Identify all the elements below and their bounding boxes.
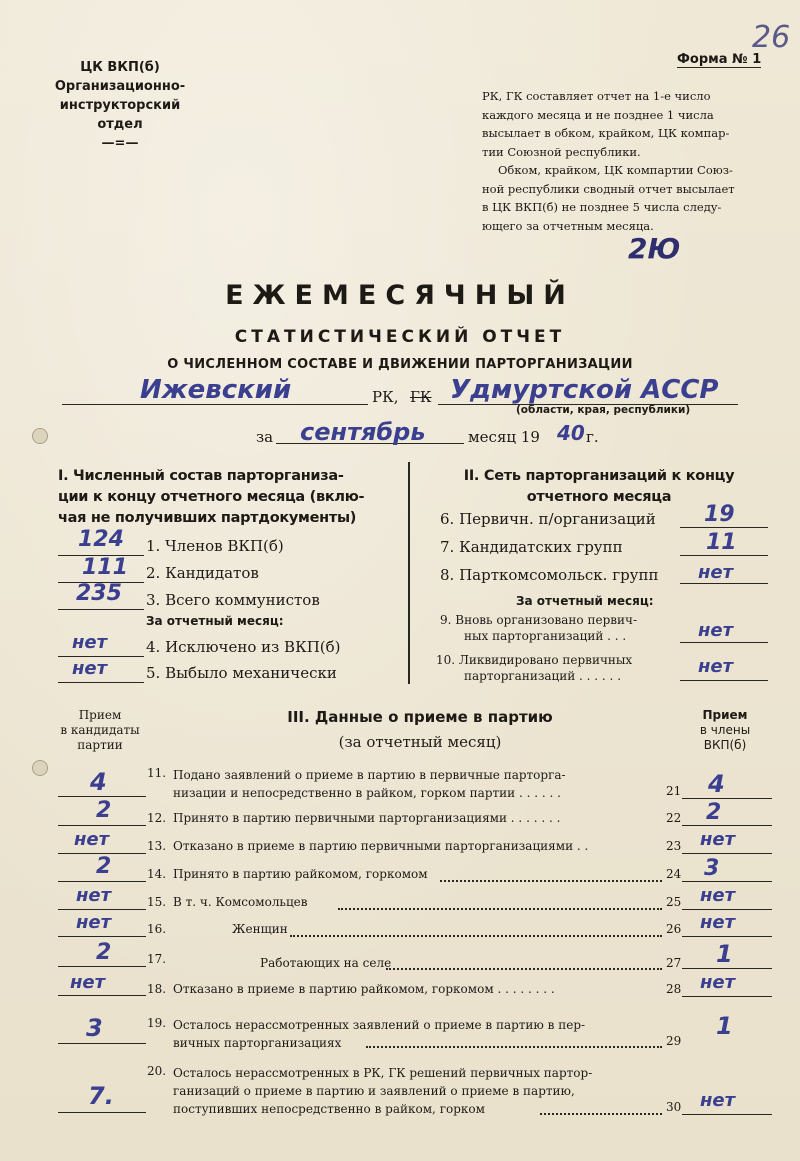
oblast-caption: (области, края, республики) bbox=[516, 404, 691, 416]
candidate-groups-label: 7. Кандидатских групп bbox=[440, 538, 623, 556]
row15-left-value: нет bbox=[76, 885, 112, 906]
instr-line: РК, ГК составляет отчет на 1-е число bbox=[482, 89, 711, 103]
new-orgs-label bbox=[440, 612, 637, 644]
komsomol-groups-value: нет bbox=[698, 562, 734, 583]
row11-left-value: 4 bbox=[90, 768, 107, 796]
row24-num: 24 bbox=[666, 867, 682, 881]
new-orgs-label-line: 9. Вновь организовано первич- bbox=[440, 613, 637, 627]
section3-heading-sub: (за отчетный месяц) bbox=[338, 733, 502, 751]
gk-label: ГК bbox=[410, 388, 432, 406]
right-caption-line: Прием bbox=[702, 708, 748, 722]
komsomol-groups-label: 8. Парткомсомольск. групп bbox=[440, 566, 659, 584]
primary-orgs-value: 19 bbox=[704, 502, 735, 527]
row12-text: Принято в партию первичными парторганизациями . . . . . . . bbox=[173, 811, 561, 825]
section1-heading bbox=[58, 466, 403, 529]
row27-right-value: 1 bbox=[716, 940, 733, 968]
total-value: 235 bbox=[76, 581, 122, 606]
row23-right-value: нет bbox=[700, 829, 736, 850]
rk-value: Ижевский bbox=[140, 375, 292, 405]
row22-right-value: 2 bbox=[706, 800, 722, 825]
primary-orgs-label: 6. Первичн. п/организаций bbox=[440, 510, 656, 528]
row-underline bbox=[682, 1114, 772, 1115]
row-underline bbox=[58, 966, 146, 967]
title-sub-2: О ЧИСЛЕННОМ СОСТАВЕ И ДВИЖЕНИИ ПАРТОРГАНИЗАЦИИ bbox=[167, 357, 633, 372]
row21-right-value: 4 bbox=[708, 770, 725, 798]
row13-text: Отказано в приеме в партию первичными парторганизациями . . bbox=[173, 839, 589, 853]
row13-num: 13. bbox=[147, 839, 167, 853]
period-middle: месяц 19 bbox=[468, 428, 540, 446]
year-value: 40 bbox=[557, 421, 585, 445]
row14-left-value: 2 bbox=[96, 854, 112, 879]
row14-text: Принято в партию райкомом, горкомом bbox=[173, 867, 428, 881]
section1-subheading: За отчетный месяц: bbox=[146, 614, 284, 628]
left-caption-line: в кандидаты bbox=[60, 723, 140, 737]
row26-right-value: нет bbox=[700, 912, 736, 933]
leader-dots bbox=[290, 935, 662, 937]
section1-heading-line: I. Численный состав парторганиза- bbox=[58, 468, 344, 484]
row28-num: 28 bbox=[666, 982, 682, 996]
row20-text-line: Осталось нерассмотренных в РК, ГК решений первичных партор- bbox=[173, 1066, 593, 1080]
left-column-caption bbox=[52, 708, 148, 753]
row16-left-value: нет bbox=[76, 912, 112, 933]
row14-num: 14. bbox=[147, 867, 167, 881]
row18-num: 18. bbox=[147, 982, 167, 996]
row17-left-value: 2 bbox=[96, 940, 112, 965]
candidates-label: 2. Кандидатов bbox=[146, 564, 259, 582]
row19-text-line: Осталось нерассмотренных заявлений о приеме в партию в пер- bbox=[173, 1018, 586, 1032]
row17-num: 17. bbox=[147, 952, 167, 966]
new-orgs-value: нет bbox=[698, 620, 734, 641]
leader-dots bbox=[540, 1113, 662, 1115]
row18-text: Отказано в приеме в партию райкомом, горкомом . . . . . . . . bbox=[173, 982, 555, 996]
row-underline bbox=[680, 527, 768, 528]
instr-line: высылает в обком, крайком, ЦК компар- bbox=[482, 126, 730, 140]
row11-text-line: низации и непосредственно в райком, горком партии . . . . . . bbox=[173, 786, 561, 800]
punch-hole bbox=[32, 428, 48, 444]
row-underline bbox=[58, 881, 146, 882]
leader-dots bbox=[366, 1046, 662, 1048]
row-underline bbox=[58, 1043, 146, 1044]
row-underline bbox=[58, 796, 146, 797]
row-underline bbox=[682, 936, 772, 937]
corner-page-number: 26 bbox=[752, 20, 791, 55]
row11-text-line: Подано заявлений о приеме в партию в первичные парторга- bbox=[173, 768, 566, 782]
row20-left-value: 7. bbox=[88, 1082, 114, 1110]
members-value: 124 bbox=[78, 527, 124, 552]
row20-text-line: поступивших непосредственно в райком, горком bbox=[173, 1102, 485, 1116]
left-caption-line: партии bbox=[77, 738, 123, 752]
row12-num: 12. bbox=[147, 811, 167, 825]
members-label: 1. Членов ВКП(б) bbox=[146, 537, 284, 555]
row19-num: 19. bbox=[147, 1016, 167, 1030]
row16-num: 16. bbox=[147, 922, 167, 936]
liquidated-orgs-label bbox=[436, 652, 632, 684]
row11-num: 11. bbox=[147, 766, 167, 780]
row-underline bbox=[682, 996, 772, 997]
row15-num: 15. bbox=[147, 895, 167, 909]
row24-right-value: 3 bbox=[704, 856, 720, 881]
left-header bbox=[40, 58, 200, 153]
header-line-4: отдел bbox=[97, 117, 143, 132]
liquidated-orgs-label-line: 10. Ликвидировано первичных bbox=[436, 653, 633, 667]
liquidated-orgs-label-line: парторганизаций . . . . . . bbox=[464, 669, 622, 683]
instructions bbox=[482, 87, 772, 235]
row21-num: 21 bbox=[666, 784, 682, 798]
row20-text-line: ганизаций о приеме в партию и заявлений о приеме в партию, bbox=[173, 1084, 575, 1098]
row-underline bbox=[682, 825, 772, 826]
row-underline bbox=[680, 583, 768, 584]
form-number: Форма № 1 bbox=[677, 52, 762, 67]
header-line-5: —=— bbox=[101, 136, 139, 151]
left-value: нет bbox=[72, 658, 108, 679]
row-underline bbox=[680, 642, 768, 643]
new-orgs-label-line: ных парторганизаций . . . bbox=[464, 629, 627, 643]
row-underline bbox=[682, 853, 772, 854]
left-label: 5. Выбыло механически bbox=[146, 664, 337, 682]
section-divider bbox=[408, 462, 410, 684]
header-line-1: ЦК ВКП(б) bbox=[80, 60, 160, 75]
row-underline bbox=[680, 680, 768, 681]
row16-text: Женщин bbox=[232, 922, 288, 936]
candidate-groups-value: 11 bbox=[706, 530, 737, 555]
instr-line: тии Союзной республики. bbox=[482, 144, 641, 159]
row-underline bbox=[682, 968, 772, 969]
title-sub-1: СТАТИСТИЧЕСКИЙ ОТЧЕТ bbox=[234, 327, 566, 347]
row-underline bbox=[58, 995, 146, 996]
title-main: ЕЖЕМЕСЯЧНЫЙ bbox=[225, 280, 575, 311]
row29-right-value: 1 bbox=[716, 1012, 733, 1040]
section1-heading-line: ции к концу отчетного месяца (вклю- bbox=[58, 489, 365, 505]
row-underline bbox=[58, 825, 146, 826]
row25-right-value: нет bbox=[700, 885, 736, 906]
section2-heading-line: II. Сеть парторганизаций к концу bbox=[463, 468, 735, 484]
row-underline bbox=[682, 881, 772, 882]
row-underline bbox=[682, 798, 772, 799]
section2-subheading: За отчетный месяц: bbox=[516, 594, 654, 608]
row-underline bbox=[58, 936, 146, 937]
row17-text: Работающих на селе bbox=[260, 956, 392, 970]
row25-num: 25 bbox=[666, 895, 682, 909]
left-caption-line: Прием bbox=[78, 708, 122, 722]
right-caption-line: ВКП(б) bbox=[703, 738, 747, 752]
row-underline bbox=[58, 909, 146, 910]
row30-right-value: нет bbox=[700, 1090, 736, 1111]
section1-heading-line: чая не получивших партдокументы) bbox=[58, 510, 357, 526]
row13-left-value: нет bbox=[74, 829, 110, 850]
header-line-3: инструкторский bbox=[59, 98, 181, 113]
rk-label: РК, bbox=[372, 388, 399, 406]
excluded-label: 4. Исключено из ВКП(б) bbox=[146, 638, 341, 656]
section2-heading-line: отчетного месяца bbox=[526, 489, 672, 505]
row27-num: 27 bbox=[666, 956, 682, 970]
leader-dots bbox=[386, 968, 662, 970]
punch-hole bbox=[32, 760, 48, 776]
instr-line: ющего за отчетным месяца. bbox=[482, 218, 654, 233]
row-underline bbox=[682, 909, 772, 910]
row-underline bbox=[58, 609, 144, 610]
instr-line: ной республики сводный отчет высылает bbox=[482, 181, 735, 196]
period-suffix: г. bbox=[586, 428, 599, 446]
row20-num: 20. bbox=[147, 1064, 167, 1078]
row26-num: 26 bbox=[666, 922, 682, 936]
total-label: 3. Всего коммунистов bbox=[146, 591, 320, 609]
row-underline bbox=[58, 682, 144, 683]
row15-text: В т. ч. Комсомольцев bbox=[173, 895, 308, 909]
handwritten-mark: 2Ю bbox=[628, 232, 681, 265]
candidates-value: 111 bbox=[82, 555, 128, 580]
row30-num: 30 bbox=[666, 1100, 682, 1114]
row19-text-line: вичных парторганизациях bbox=[173, 1036, 342, 1050]
row-underline bbox=[680, 555, 768, 556]
period-prefix: за bbox=[256, 428, 274, 446]
row18-left-value: нет bbox=[70, 972, 106, 993]
row-underline bbox=[58, 1112, 146, 1113]
row22-num: 22 bbox=[666, 811, 682, 825]
header-line-2: Организационно- bbox=[54, 79, 186, 94]
liquidated-orgs-value: нет bbox=[698, 656, 734, 677]
leader-dots bbox=[338, 908, 662, 910]
oblast-value: Удмуртской АССР bbox=[450, 375, 719, 405]
leader-dots bbox=[440, 880, 662, 882]
instr-line: каждого месяца и не позднее 1 числа bbox=[482, 107, 714, 122]
row12-left-value: 2 bbox=[96, 798, 112, 823]
instr-line: Обком, крайком, ЦК компартии Союз- bbox=[498, 163, 733, 177]
month-value: сентябрь bbox=[300, 418, 426, 446]
excluded-value: нет bbox=[72, 632, 108, 653]
instr-line: в ЦК ВКП(б) не позднее 5 числа следу- bbox=[482, 200, 722, 214]
row23-num: 23 bbox=[666, 839, 682, 853]
row28-right-value: нет bbox=[700, 972, 736, 993]
right-caption-line: в члены bbox=[699, 723, 751, 737]
row19-left-value: 3 bbox=[86, 1014, 103, 1042]
section3-heading: III. Данные о приеме в партию bbox=[287, 708, 553, 726]
row20-text bbox=[173, 1064, 592, 1118]
right-column-caption bbox=[680, 708, 770, 753]
row-underline bbox=[58, 656, 144, 657]
row11-text bbox=[173, 766, 566, 802]
row29-num: 29 bbox=[666, 1034, 682, 1048]
